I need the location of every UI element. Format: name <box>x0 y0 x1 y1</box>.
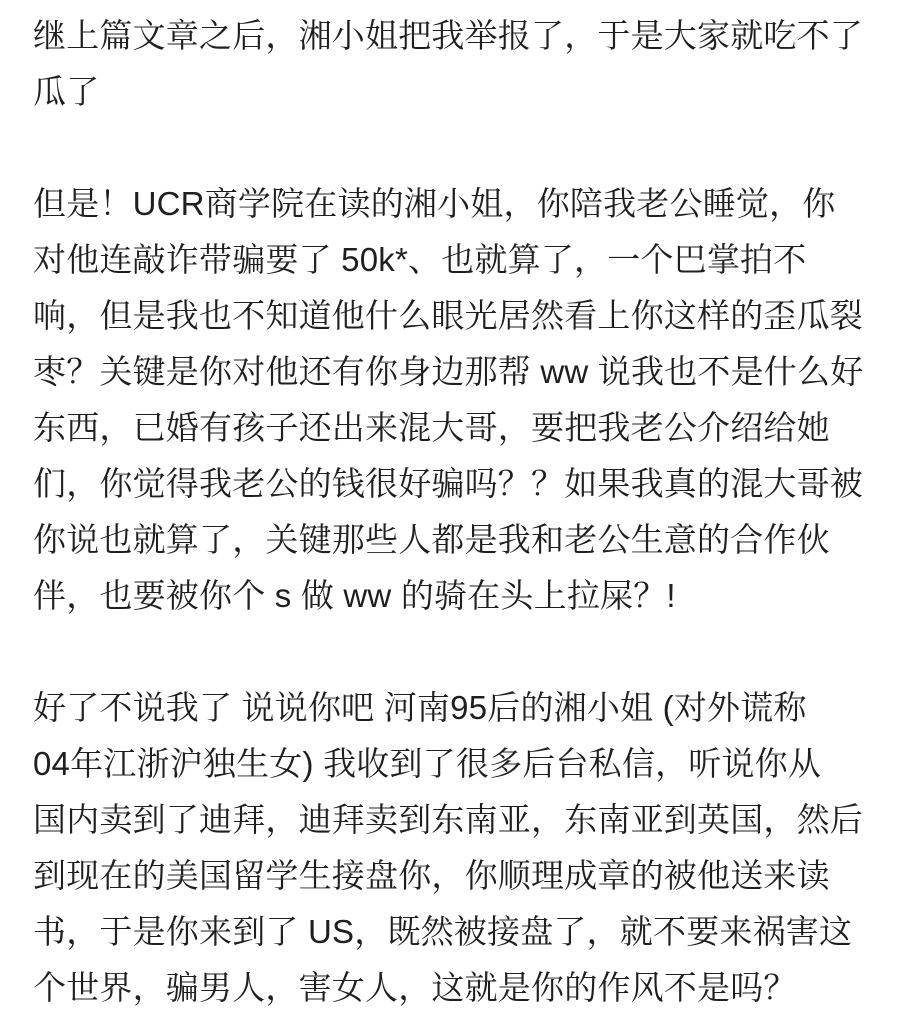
text-line: 继上篇文章之后，湘小姐把我举报了，于是大家就吃不了 <box>33 17 863 54</box>
text-line: 但是！UCR商学院在读的湘小姐，你陪我老公睡觉，你 <box>33 185 836 222</box>
paragraph-background <box>33 680 871 1016</box>
text-line: 对他连敲诈带骗要了 50k*、也就算了，一个巴掌拍不 <box>33 241 807 278</box>
text-line: 东西，已婚有孩子还出来混大哥，要把我老公介绍给她 <box>33 409 830 446</box>
text-line: 04年江浙沪独生女) 我收到了很多后台私信，听说你从 <box>33 745 822 782</box>
text-line: 到现在的美国留学生接盘你，你顺理成章的被他送来读 <box>33 857 830 894</box>
text-line: 瓜了 <box>33 73 100 110</box>
paragraph-intro <box>33 8 871 120</box>
text-line: 们，你觉得我老公的钱很好骗吗？？如果我真的混大哥被 <box>33 465 863 502</box>
text-line: 国内卖到了迪拜，迪拜卖到东南亚，东南亚到英国，然后 <box>33 801 863 838</box>
text-line: 书，于是你来到了 US，既然被接盘了，就不要来祸害这 <box>33 913 853 950</box>
text-line: 好了不说我了 说说你吧 河南95后的湘小姐 (对外谎称 <box>33 689 807 726</box>
text-line: 个世界，骗男人，害女人，这就是你的作风不是吗？ <box>33 969 797 1006</box>
text-line: 你说也就算了，关键那些人都是我和老公生意的合作伙 <box>33 521 830 558</box>
text-line: 响，但是我也不知道他什么眼光居然看上你这样的歪瓜裂 <box>33 297 863 334</box>
text-line: 伴，也要被你个 s 做 ww 的骑在头上拉屎？! <box>33 577 676 614</box>
paragraph-accusation <box>33 176 871 624</box>
text-line: 枣？关键是你对他还有你身边那帮 ww 说我也不是什么好 <box>33 353 864 390</box>
